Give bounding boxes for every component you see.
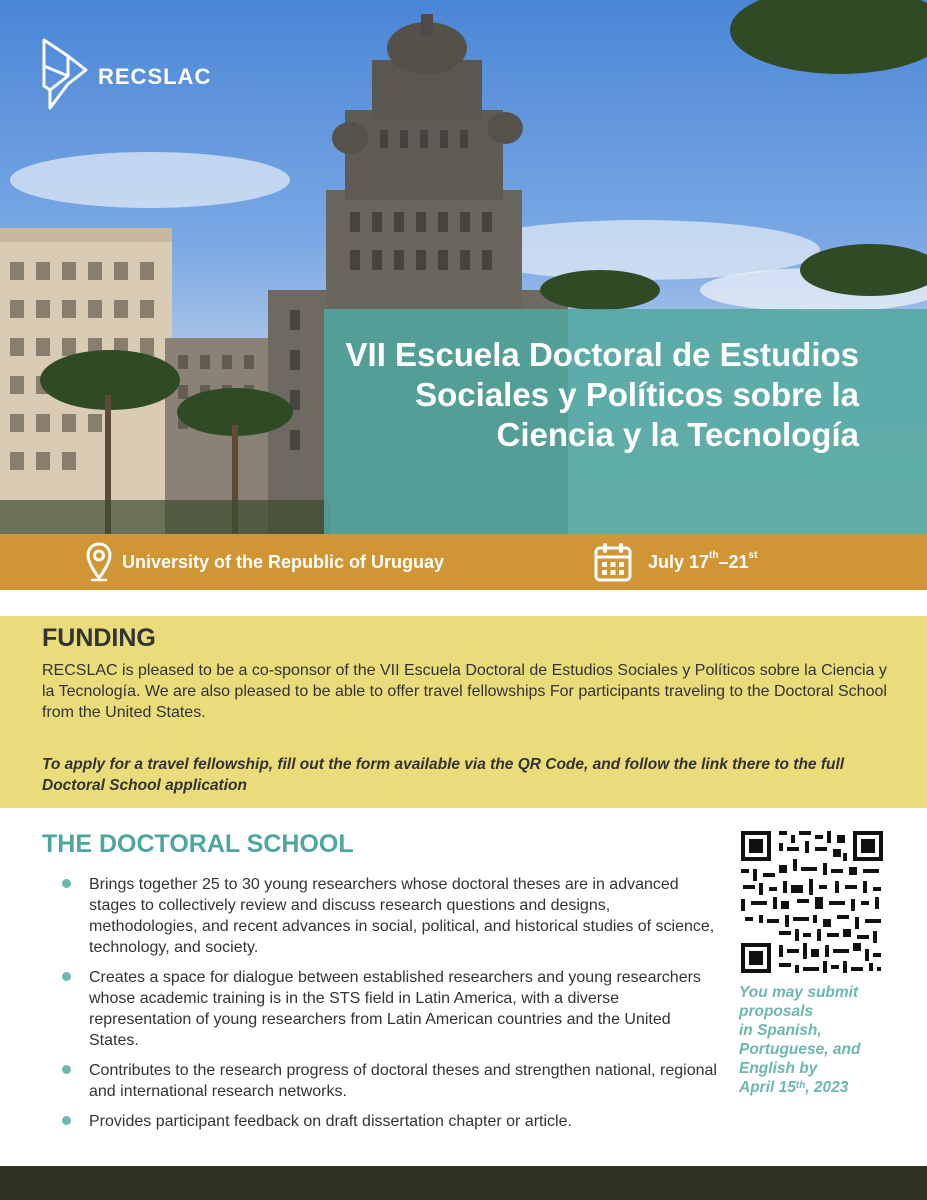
qr-note-line6: April 15: [739, 1079, 796, 1096]
event-title: VII Escuela Doctoral de Estudios Sociales y Políticos sobre la Ciencia y la Tecnología: [345, 336, 859, 453]
list-item-text: Provides participant feedback on draft dissertation chapter or article.: [89, 1113, 572, 1130]
funding-apply-instructions: To apply for a travel fellowship, fill out the form available via the QR Code, and follow the link there to the full Doctoral School application: [42, 756, 845, 794]
list-item-text: Contributes to the research progress of doctoral theses and strengthen national, regional and international research networks.: [89, 1062, 717, 1100]
date-start-sup: th: [709, 549, 719, 561]
qr-note-line4: Portuguese, and: [739, 1041, 861, 1058]
calendar-icon: [594, 542, 632, 582]
list-item: [62, 1060, 722, 1102]
recslac-logo-icon: [40, 36, 90, 112]
bullet-dot: [62, 879, 71, 888]
funding-body: RECSLAC is pleased to be a co-sponsor of the VII Escuela Doctoral de Estudios Sociales y Políticos sobre la Ciencia y la Tecnología. We are also pleased to be able to offer travel fellowships For participants traveling to the Doctoral School from the United States.: [42, 662, 887, 721]
location-info: [90, 534, 444, 590]
bullet-dot: [62, 972, 71, 981]
date-end-sup: st: [748, 549, 758, 561]
funding-section: [0, 616, 927, 808]
title-panel: [324, 309, 927, 534]
doctoral-school-list: [62, 874, 722, 1141]
list-item: [62, 1111, 722, 1132]
funding-heading: FUNDING: [42, 624, 156, 652]
list-item: [62, 874, 722, 958]
qr-note-line2: proposals: [739, 1003, 814, 1020]
list-item: [62, 967, 722, 1051]
list-item-text: Creates a space for dialogue between established researchers and young researchers whose academic training is in the STS field in Latin America, with a diverse representation of young researchers from Latin American countries and the United States.: [89, 969, 701, 1049]
qr-note: [739, 983, 909, 1097]
qr-note-line5: English by: [739, 1060, 818, 1077]
qr-note-line3: in Spanish,: [739, 1022, 822, 1039]
recslac-logo[interactable]: [40, 36, 211, 112]
qr-note-sup: th: [795, 1080, 806, 1091]
footer-bar: [0, 1166, 927, 1200]
qr-note-line6-end: , 2023: [805, 1079, 849, 1096]
date-info: [594, 534, 757, 590]
qr-note-line1: You may submit: [739, 984, 859, 1001]
bullet-dot: [62, 1116, 71, 1125]
doctoral-school-heading: THE DOCTORAL SCHOOL: [42, 830, 354, 858]
list-item-text: Brings together 25 to 30 young researchers whose doctoral theses are in advanced stages to collectively review and discuss research questions and designs, methodologies, and recent advances in social, political, and historical studies of science, technology, and society.: [89, 876, 715, 956]
date-month: July 17: [648, 551, 710, 572]
hero-banner: [0, 0, 927, 534]
logo-text: RECSLAC: [98, 64, 212, 89]
qr-code-icon[interactable]: [739, 829, 885, 975]
date-sep: –21: [718, 551, 749, 572]
bullet-dot: [62, 1065, 71, 1074]
date-text: [648, 549, 758, 573]
location-text: University of the Republic of Uruguay: [122, 551, 445, 572]
info-bar: [0, 534, 927, 590]
map-pin-icon: [86, 542, 112, 582]
